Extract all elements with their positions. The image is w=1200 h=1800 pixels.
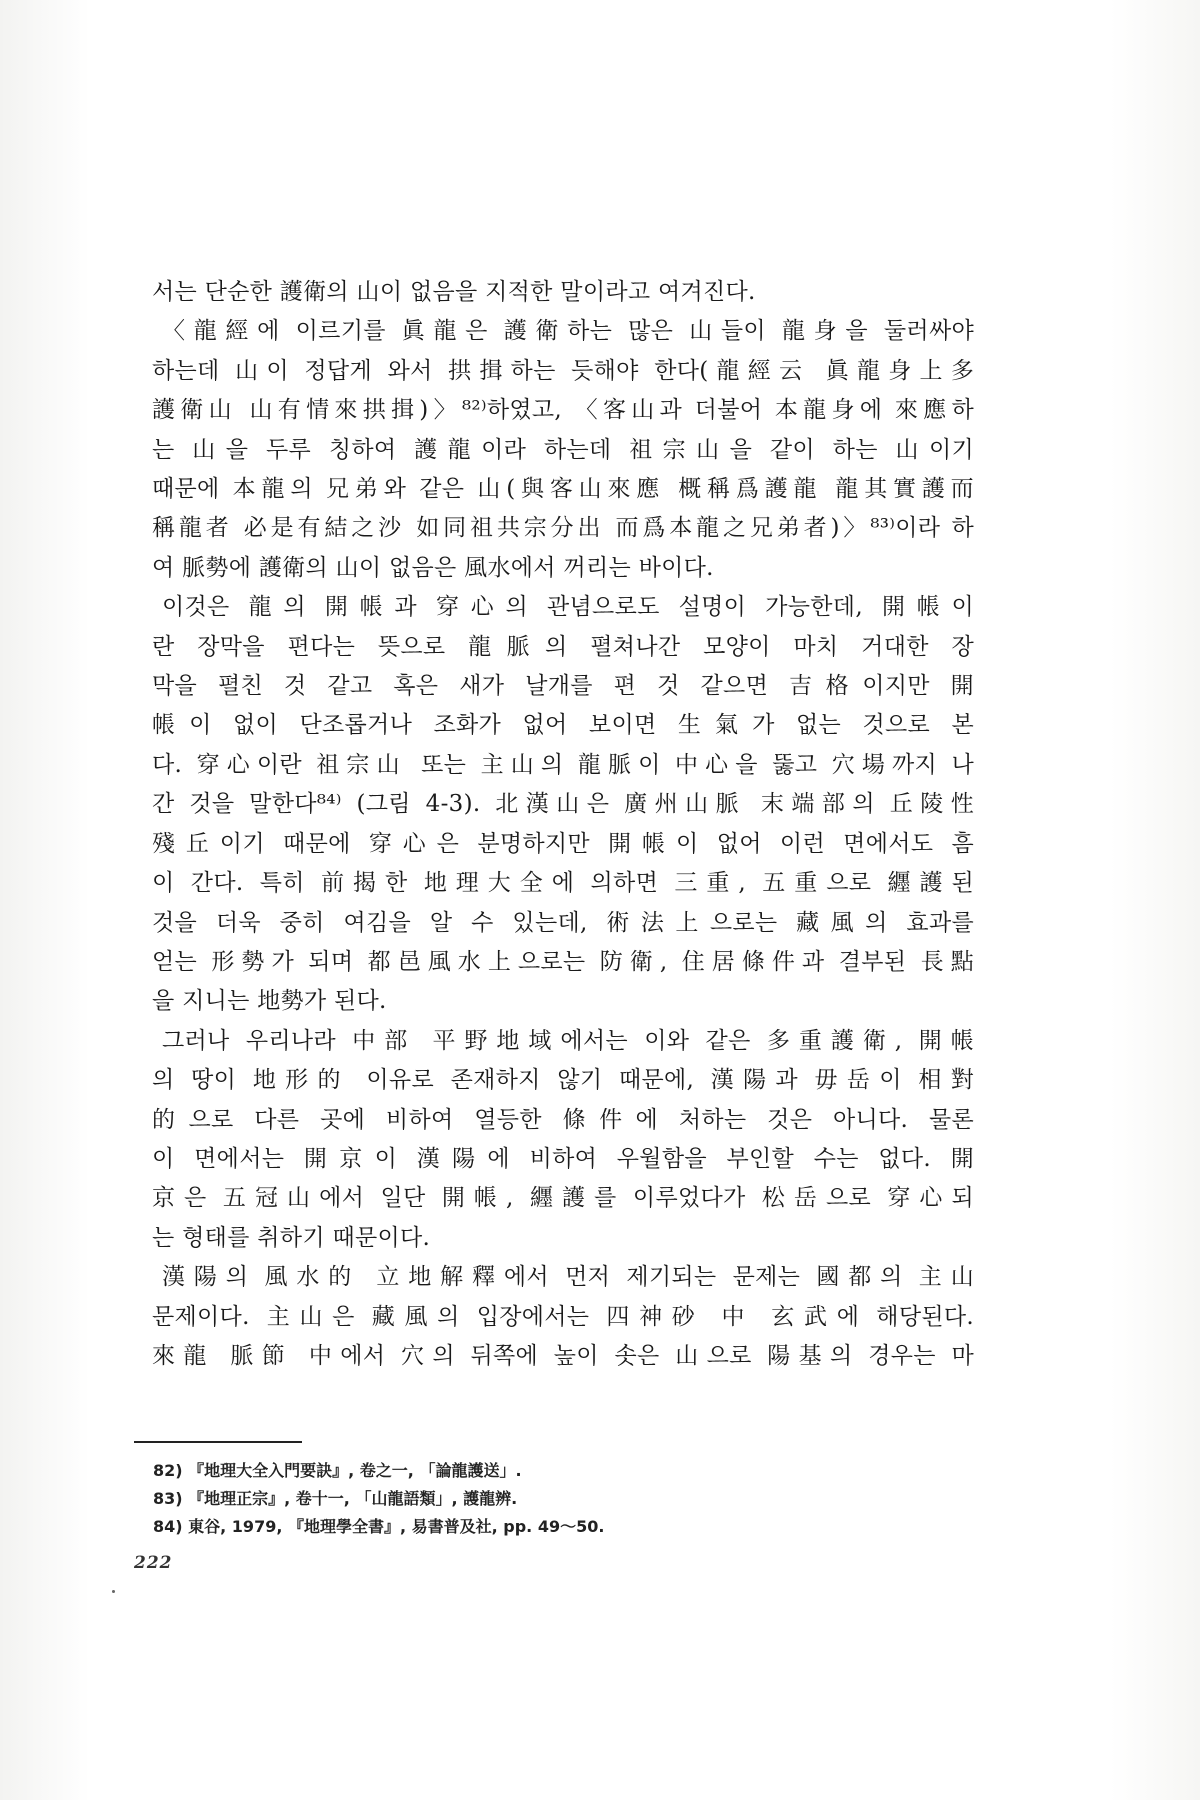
scan-speck xyxy=(112,1590,115,1593)
text-line: 여 脈勢에 護衛의 山이 없음은 風水에서 꺼리는 바이다. xyxy=(152,554,714,581)
text-line: 막을 펼친 것 같고 혹은 새가 날개를 편 것 같으면 吉格이지만 開 xyxy=(152,673,974,700)
text-line: 는 山을 두루 칭하여 護龍이라 하는데 祖宗山을 같이 하는 山이기 xyxy=(152,436,974,463)
text-line: 서는 단순한 護衛의 山이 없음을 지적한 말이라고 여겨진다. xyxy=(152,279,756,305)
footnote-82: 82) 『地理大全入門要訣』, 卷之一, 「論龍護送」. xyxy=(153,1461,522,1480)
text-line: 殘丘이기 때문에 穿心은 분명하지만 開帳이 없어 이런 면에서도 흠 xyxy=(152,830,974,857)
text-line: 漢陽의 風水的 立地解釋에서 먼저 제기되는 문제는 國都의 主山 xyxy=(162,1264,974,1291)
text-line: 來龍 脈節 中에서 穴의 뒤쪽에 높이 솟은 山으로 陽基의 경우는 마 xyxy=(152,1342,974,1369)
text-line: 的으로 다른 곳에 비하여 열등한 條件에 처하는 것은 아니다. 물론 xyxy=(152,1106,974,1133)
text-line: 다. 穿心이란 祖宗山 또는 主山의 龍脈이 中心을 뚫고 穴場까지 나 xyxy=(152,751,974,778)
paragraph-continuation xyxy=(152,352,974,588)
text-line: 護衛山 山有情來拱揖)〉⁸²⁾하였고, 〈客山과 더불어 本龍身에 來應하 xyxy=(152,397,974,424)
text-line: 〈龍經에 이르기를 眞龍은 護衛하는 많은 山들이 龍身을 둘러싸야 xyxy=(162,318,974,345)
paragraph-continuation xyxy=(152,628,974,1022)
text-line: 얻는 形勢가 되며 都邑風水上으로는 防衛, 住居條件과 결부된 長點 xyxy=(152,948,974,975)
paragraph-continuation xyxy=(152,1061,974,1258)
text-line: 그러나 우리나라 中部 平野地域에서는 이와 같은 多重護衛, 開帳 xyxy=(162,1027,974,1054)
paragraph xyxy=(152,312,974,351)
text-line: 는 형태를 취하기 때문이다. xyxy=(152,1224,431,1251)
paragraph xyxy=(152,1022,974,1061)
text-line: 때문에 本龍의 兄弟와 같은 山(與客山來應 概稱爲護龍 龍其實護而 xyxy=(152,476,974,503)
text-line: 이 간다. 특히 前揭한 地理大全에 의하면 三重, 五重으로 纒護된 xyxy=(152,870,974,897)
page-number: 222 xyxy=(134,1553,173,1573)
text-line: 의 땅이 地形的 이유로 존재하지 않기 때문에, 漢陽과 毋岳이 相對 xyxy=(152,1067,974,1094)
text-line: 京은 五冠山에서 일단 開帳, 纒護를 이루었다가 松岳으로 穿心되 xyxy=(152,1185,974,1212)
paragraph-continuation xyxy=(152,1298,974,1377)
text-line: 帳이 없이 단조롭거나 조화가 없어 보이면 生氣가 없는 것으로 본 xyxy=(152,712,974,739)
text-line: 것을 더욱 중히 여김을 알 수 있는데, 術法上으로는 藏風의 효과를 xyxy=(152,909,974,936)
text-line: 하는데 山이 정답게 와서 拱揖하는 듯해야 한다(龍經云 眞龍身上多 xyxy=(152,357,974,384)
text-line: 이 면에서는 開京이 漢陽에 비하여 우월함을 부인할 수는 없다. 開 xyxy=(152,1145,974,1172)
footnote-84: 84) 東谷, 1979, 『地理學全書』, 易書普及社, pp. 49〜50. xyxy=(153,1517,605,1536)
text-line: 稱龍者 必是有結之沙 如同祖共宗分出 而爲本龍之兄弟者)〉⁸³⁾이라 하 xyxy=(152,515,974,542)
text-line: 이것은 龍의 開帳과 穿心의 관념으로도 설명이 가능한데, 開帳이 xyxy=(162,594,974,621)
paragraph xyxy=(152,1258,974,1297)
footnotes xyxy=(153,1457,853,1541)
text-line: 간 것을 말한다⁸⁴⁾ (그림 4-3). 北漢山은 廣州山脈 末端部의 丘陵性 xyxy=(152,791,974,818)
body-text xyxy=(152,273,974,1376)
text-line: 을 지니는 地勢가 된다. xyxy=(152,988,387,1015)
text-line: 문제이다. 主山은 藏風의 입장에서는 四神砂 中 玄武에 해당된다. xyxy=(152,1303,974,1330)
footnote-83: 83) 『地理正宗』, 卷十一, 「山龍語類」, 護龍辨. xyxy=(153,1489,518,1508)
paragraph xyxy=(152,273,974,312)
paragraph xyxy=(152,588,974,627)
text-line: 란 장막을 편다는 뜻으로 龍脈의 펼쳐나간 모양이 마치 거대한 장 xyxy=(152,633,974,660)
footnote-divider xyxy=(134,1441,302,1443)
